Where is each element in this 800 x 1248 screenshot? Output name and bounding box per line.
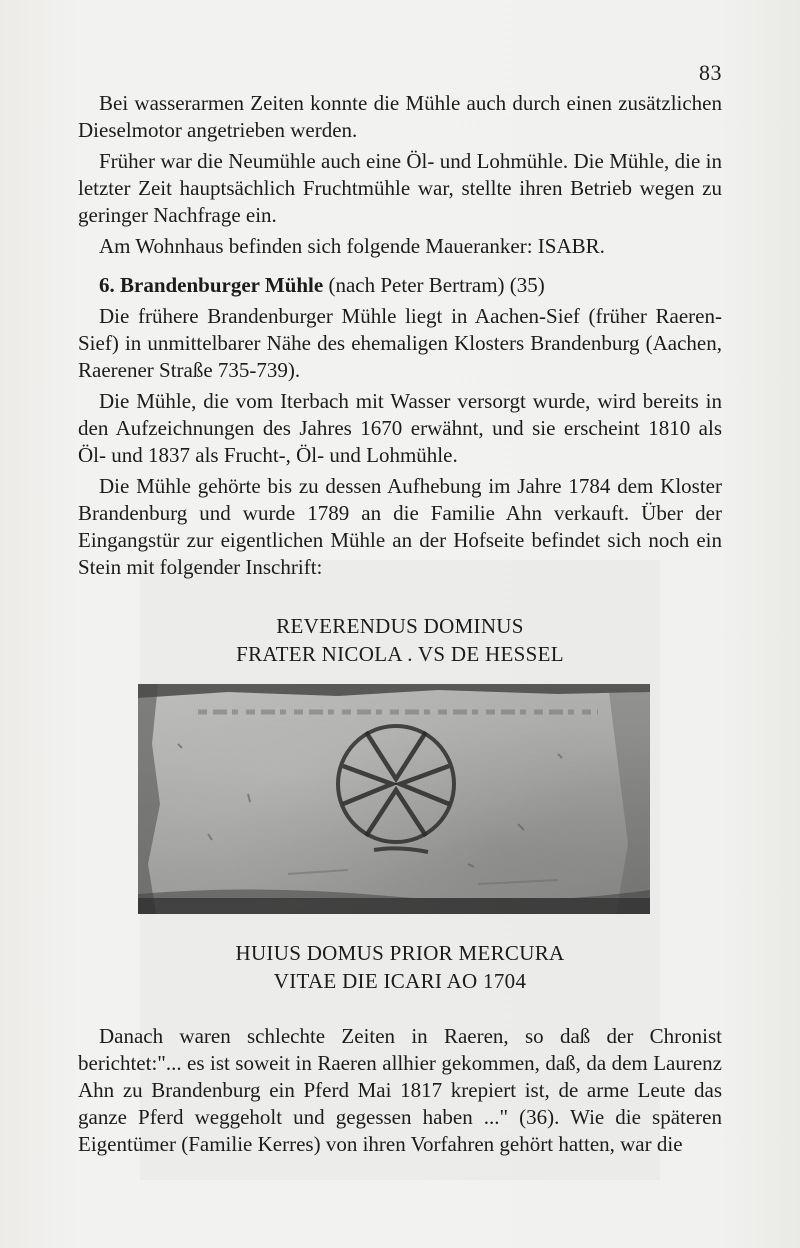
inscription-top: [0, 612, 800, 668]
inscription-line: HUIUS DOMUS PRIOR MERCURA: [235, 941, 565, 965]
stone-photo: [138, 684, 650, 914]
inscription-line: VITAE DIE ICARI AO 1704: [273, 969, 527, 993]
paragraph: Die frühere Brandenburger Mühle liegt in Aachen-Sief (früher Raeren-Sief) in unmittelbarer Nähe des ehemaligen Klosters Brandenburg (Aachen, Raerener Straße 735-739).: [78, 304, 722, 382]
paragraph: Danach waren schlechte Zeiten in Raeren, so daß der Chronist berichtet:"... es ist soweit in Raeren allhier gekommen, daß, da dem Laurenz Ahn zu Brandenburg ein Pferd Mai 1817 krepiert ist, de arme Leute das ganze Pferd weggeholt und gegessen haben ..." (36). Wie die späteren Eigentümer (Familie Kerres) von ihren Vorfahren gehört hatten, war die: [78, 1024, 722, 1156]
section-heading: 6. Brandenburger Mühle: [99, 273, 324, 297]
paragraph: Früher war die Neumühle auch eine Öl- und Lohmühle. Die Mühle, die in letzter Zeit hauptsächlich Fruchtmühle war, stellte ihren Betrieb wegen zu geringer Nachfrage ein.: [78, 149, 722, 227]
inscription-line: FRATER NICOLA . VS DE HESSEL: [236, 642, 564, 666]
paragraph: Am Wohnhaus befinden sich folgende Maueranker: ISABR.: [99, 234, 605, 258]
paragraph: Die Mühle gehörte bis zu dessen Aufhebung im Jahre 1784 dem Kloster Brandenburg und wurde 1789 an die Familie Ahn verkauft. Über der Eingangstür zur eigentlichen Mühle an der Hofseite befindet sich noch ein Stein mit folgender Inschrift:: [78, 474, 722, 579]
paragraph: Bei wasserarmen Zeiten konnte die Mühle auch durch einen zusätzlichen Dieselmotor angetrieben werden.: [78, 91, 722, 142]
section-heading-source: (nach Peter Bertram) (35): [323, 273, 545, 297]
page-number: 83: [699, 60, 722, 85]
stone-cross-image: [138, 684, 650, 914]
body-text-top: [78, 90, 722, 585]
body-text-bottom: [78, 1023, 722, 1162]
paragraph: Die Mühle, die vom Iterbach mit Wasser versorgt wurde, wird bereits in den Aufzeichnungen des Jahres 1670 erwähnt, und sie erscheint 1810 als Öl- und 1837 als Frucht-, Öl- und Lohmühle.: [78, 389, 722, 467]
inscription-line: REVERENDUS DOMINUS: [276, 614, 524, 638]
inscription-bottom: [0, 939, 800, 995]
section-heading-paragraph: [78, 272, 722, 299]
